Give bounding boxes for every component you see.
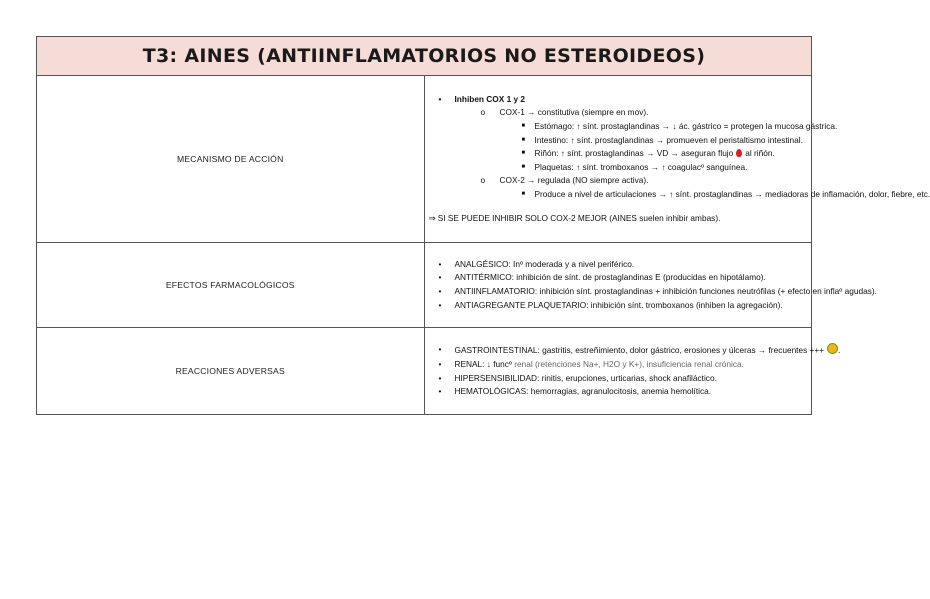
square-bullet-icon: ■ bbox=[521, 136, 526, 143]
bullet-icon: • bbox=[438, 286, 442, 296]
list-item: ■ Estómago: ↑ sínt. prostaglandinas → ↓ ác. gástrico = protegen la mucosa gástrica. bbox=[425, 120, 806, 134]
blood-drop-icon bbox=[736, 149, 742, 157]
bullet-icon: • bbox=[438, 93, 442, 104]
list-item: • HIPERSENSIBILIDAD: rinitis, erupciones, urticarias, shock anafiláctico. bbox=[425, 372, 806, 386]
list-item: • GASTROINTESTINAL: gastritis, estreñimiento, dolor gástrico, erosiones y úlceras → frecuentes +++ . bbox=[438, 344, 841, 356]
bullet-icon: • bbox=[438, 358, 442, 369]
list-item: • ANTIINFLAMATORIO: inhibición sínt. prostaglandinas + inhibición funciones neutrófilas (+ efecto en inflaº agudas). bbox=[425, 285, 806, 299]
list-item: • Inhiben COX 1 y 2 bbox=[425, 93, 806, 107]
list-item: o COX-1 → constitutiva (siempre en mov). bbox=[425, 106, 806, 120]
bullet-icon: • bbox=[438, 272, 442, 283]
summary-table bbox=[36, 36, 930, 415]
circle-bullet-icon: o bbox=[480, 175, 486, 186]
row-content-reacciones bbox=[424, 328, 841, 415]
list-item: ■ Intestino: ↑ sínt. prostaglandinas → promueven el peristaltismo intestinal. bbox=[425, 134, 806, 148]
list-item: • ANALGÉSICO: Inº moderada y a nivel periférico. bbox=[425, 258, 806, 272]
square-bullet-icon: ■ bbox=[521, 190, 526, 197]
list-item: ■ Riñón: ↑ sínt. prostaglandinas → VD → aseguran flujo al riñón. bbox=[425, 147, 806, 161]
list-item: • ANTITÉRMICO: inhibición de sínt. de prostaglandinas E (producidas en hipotálamo). bbox=[425, 271, 806, 285]
row-content-mecanismo bbox=[424, 76, 930, 243]
bullet-icon: • bbox=[438, 258, 442, 269]
list-item: o COX-2 → regulada (NO siempre activa). bbox=[425, 174, 806, 188]
square-bullet-icon: ■ bbox=[521, 163, 526, 170]
list-item: • HEMATOLÓGICAS: hemorragias, agranulocitosis, anemia hemolítica. bbox=[425, 385, 806, 399]
row-label-reacciones: REACCIONES ADVERSAS bbox=[37, 328, 425, 415]
square-bullet-icon: ■ bbox=[521, 150, 526, 157]
list-item: ■ Produce a nivel de articulaciones → ↑ sínt. prostaglandinas → mediadoras de inflamación, dolor, fiebre, etc. bbox=[425, 188, 806, 202]
row-label-efectos: EFECTOS FARMACOLÓGICOS bbox=[37, 243, 425, 328]
table-row bbox=[37, 328, 812, 415]
stomach-icon bbox=[827, 343, 838, 354]
bullet-icon: • bbox=[438, 344, 442, 355]
list-item: ■ Plaquetas: ↑ sínt. tromboxanos → ↑ coagulacº sanguínea. bbox=[425, 161, 806, 175]
conclusion-text: ⇒ SI SE PUEDE INHIBIR SOLO COX-2 MEJOR (AINES suelen inhibir ambas). bbox=[428, 212, 721, 223]
page-title: T3: AINES (ANTIINFLAMATORIOS NO ESTEROIDEOS) bbox=[37, 37, 812, 76]
row-label-mecanismo: MECANISMO DE ACCIÓN bbox=[37, 76, 425, 243]
bullet-icon: • bbox=[438, 386, 442, 397]
row-content-efectos bbox=[424, 243, 877, 328]
list-item: • ANTIAGREGANTE PLAQUETARIO: inhibición sínt. tromboxanos (inhiben la agregación). bbox=[425, 299, 806, 313]
bullet-icon: • bbox=[438, 372, 442, 383]
square-bullet-icon: ■ bbox=[521, 123, 526, 130]
circle-bullet-icon: o bbox=[480, 107, 486, 118]
bullet-icon: • bbox=[438, 299, 442, 310]
list-item: • RENAL: ↓ funcº renal (retenciones Na+, H2O y K+), insuficiencia renal crónica. bbox=[425, 358, 806, 372]
table-row bbox=[37, 243, 812, 328]
table-row bbox=[37, 76, 812, 243]
